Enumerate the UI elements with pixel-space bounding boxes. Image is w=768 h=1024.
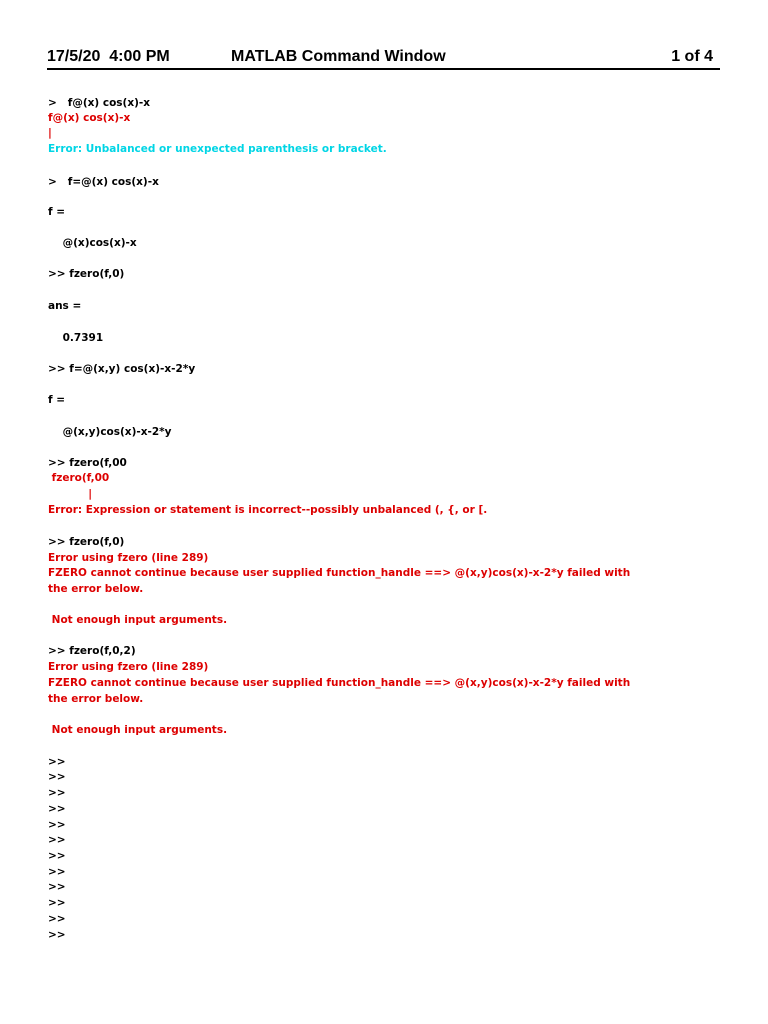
- console-line: the error below.: [48, 693, 144, 705]
- console-line: Error: Unbalanced or unexpected parenthesis or bracket.: [48, 143, 387, 155]
- page-header: [47, 47, 720, 70]
- console-line: > f@(x) cos(x)-x: [48, 97, 151, 109]
- console-line: > f=@(x) cos(x)-x: [48, 176, 159, 188]
- console-line: >> fzero(f,0,2): [48, 645, 136, 657]
- console-line: >> fzero(f,0): [48, 268, 125, 280]
- console-line: >>: [48, 803, 66, 815]
- console-line: >>: [48, 866, 66, 878]
- console-line: FZERO cannot continue because user supplied function_handle ==> @(x,y)cos(x)-x-2*y failed with: [48, 567, 631, 579]
- console-line: >>: [48, 881, 66, 893]
- console-line: the error below.: [48, 583, 144, 595]
- console-line: Error: Expression or statement is incorrect--possibly unbalanced (, {, or [.: [48, 504, 488, 516]
- console-line: FZERO cannot continue because user supplied function_handle ==> @(x,y)cos(x)-x-2*y failed with: [48, 677, 631, 689]
- console-line: fzero(f,00: [48, 472, 110, 484]
- console-line: |: [48, 127, 52, 139]
- console-line: >>: [48, 787, 66, 799]
- console-line: >>: [48, 929, 66, 941]
- console-line: >>: [48, 913, 66, 925]
- console-line: |: [48, 488, 93, 500]
- console-line: Error using fzero (line 289): [48, 661, 209, 673]
- console-line: @(x,y)cos(x)-x-2*y: [48, 426, 172, 438]
- console-line: f =: [48, 394, 66, 406]
- console-line: 0.7391: [48, 332, 104, 344]
- console-line: >>: [48, 897, 66, 909]
- console-line: >>: [48, 771, 66, 783]
- console-line: >>: [48, 819, 66, 831]
- console-line: >>: [48, 756, 66, 768]
- console-line: Not enough input arguments.: [48, 614, 228, 626]
- console-line: >> f=@(x,y) cos(x)-x-2*y: [48, 363, 196, 375]
- console-line: f =: [48, 206, 66, 218]
- print-date-time: 17/5/20 4:00 PM: [47, 48, 170, 65]
- page-number: 1 of 4: [671, 48, 713, 65]
- console-line: f@(x) cos(x)-x: [48, 112, 131, 124]
- document-title: MATLAB Command Window: [231, 48, 446, 65]
- console-line: Error using fzero (line 289): [48, 552, 209, 564]
- console-line: @(x)cos(x)-x: [48, 237, 137, 249]
- console-line: >> fzero(f,0): [48, 536, 125, 548]
- console-line: >> fzero(f,00: [48, 457, 127, 469]
- console-line: >>: [48, 850, 66, 862]
- console-line: Not enough input arguments.: [48, 724, 228, 736]
- console-line: >>: [48, 834, 66, 846]
- console-line: ans =: [48, 300, 82, 312]
